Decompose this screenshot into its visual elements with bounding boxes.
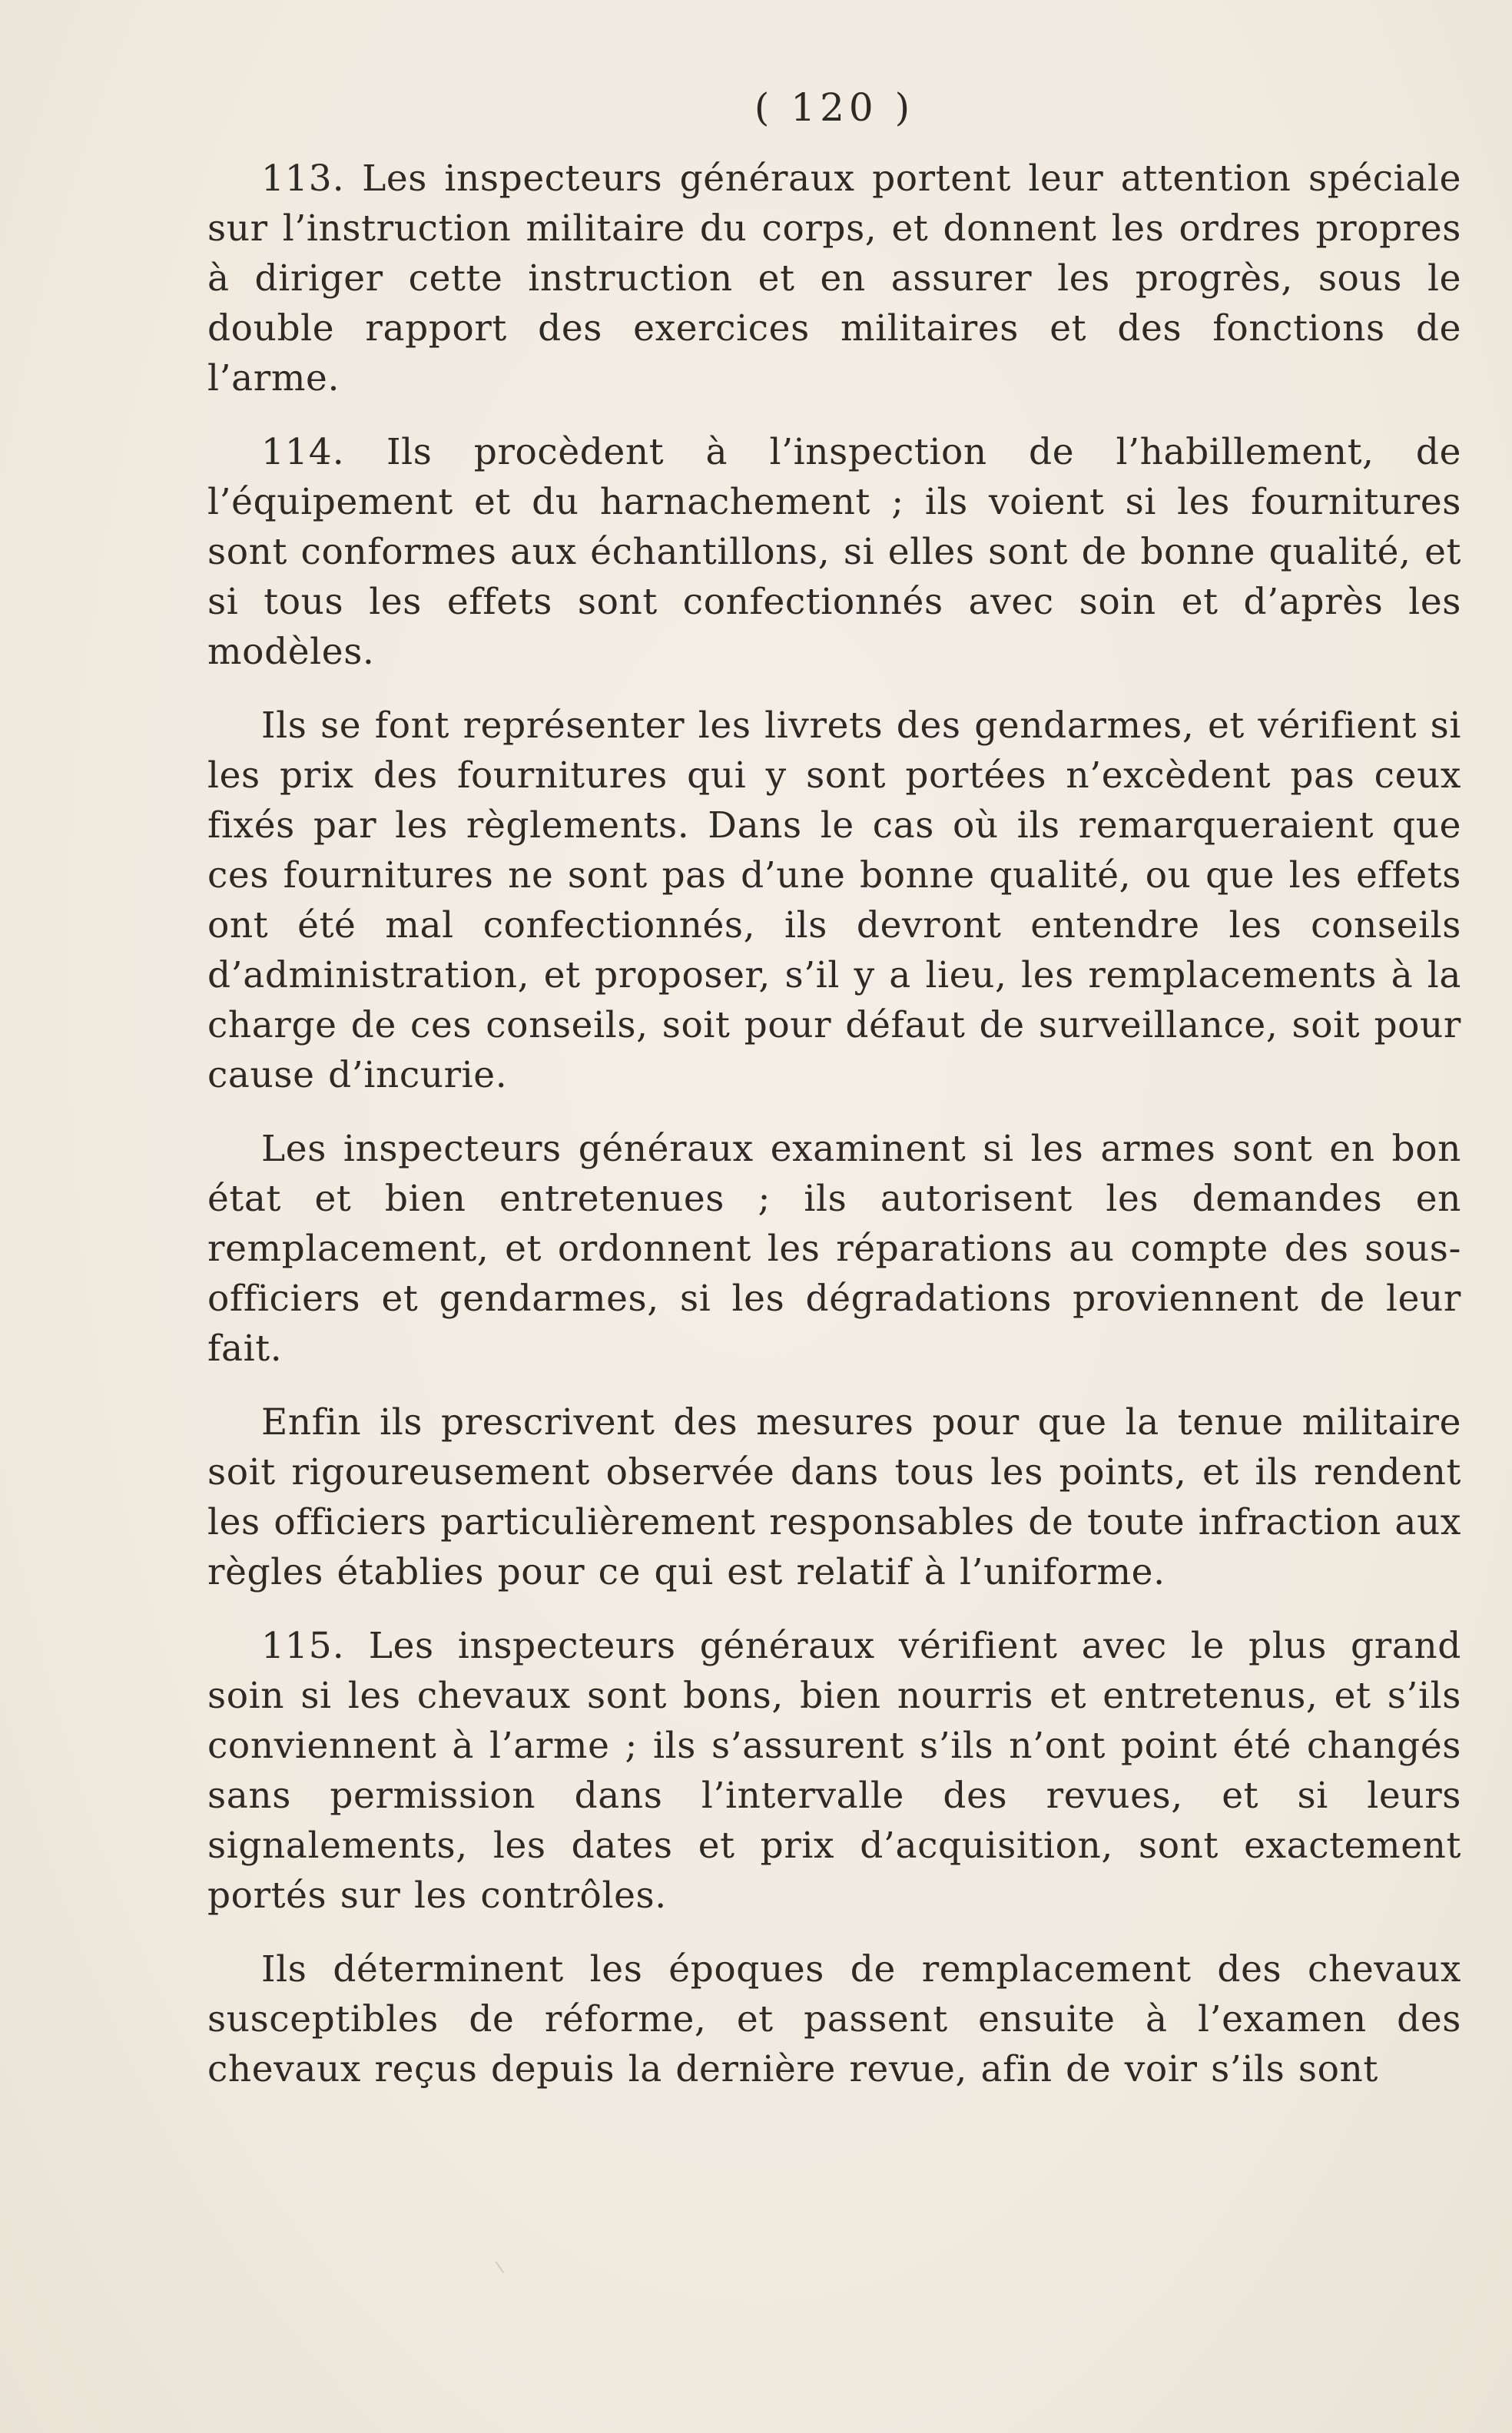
paragraph-text: Les inspecteurs généraux portent leur attention spéciale sur l’instruction militaire du corps, et donnent les ordres propres à diriger cette instruction et en assurer les progrès, sous le double rapport des exercices militaires et des fonctions de l’arme. — [207, 157, 1461, 399]
paper-speck — [495, 2255, 512, 2273]
paragraph-text: Ils procèdent à l’inspection de l’habillement, de l’équipement et du harnachement ; ils voient si les fournitures sont conformes aux échantillons, si elles sont de bonne qualité, et si tous les effets sont confectionnés avec soin et d’après les modèles. — [207, 431, 1462, 673]
page-number-header: ( 120 ) — [754, 85, 915, 130]
paragraph-114 — [207, 427, 1461, 677]
article-number: 114. — [261, 431, 345, 473]
paragraph-armes — [207, 1124, 1461, 1374]
paragraph-text: Ils se font représenter les livrets des gendarmes, et vérifient si les prix des fournitures qui y sont portées n’excèdent pas ceux fixés par les règlements. Dans le cas où ils remarqueraient que ces fournitures ne sont pas d’une bonne qualité, ou que les effets ont été mal confectionnés, ils devront entendre les conseils d’administration, et proposer, s’il y a lieu, les remplacements à la charge de ces conseils, soit pour défaut de surveillance, soit pour cause d’incurie. — [207, 704, 1461, 1096]
paragraph-text: Enfin ils prescrivent des mesures pour que la tenue militaire soit rigoureusement observée dans tous les points, et ils rendent les officiers particulièrement responsables de toute infraction aux règles établies pour ce qui est relatif à l’uniforme. — [207, 1401, 1461, 1593]
article-number: 115. — [261, 1625, 345, 1667]
paragraph-text: Ils déterminent les époques de remplacement des chevaux susceptibles de réforme, et passent ensuite à l’examen des chevaux reçus depuis la dernière revue, afin de voir s’ils sont — [207, 1948, 1461, 2090]
paragraph-remplacement — [207, 1944, 1461, 2094]
paragraph-text: Les inspecteurs généraux vérifient avec le plus grand soin si les chevaux sont bons, bien nourris et entretenus, et s’ils conviennent à l’arme ; ils s’assurent s’ils n’ont point été changés sans permission dans l’intervalle des revues, et si leurs signalements, les dates et prix d’acquisition, sont exactement portés sur les contrôles. — [207, 1625, 1461, 1917]
article-number: 113. — [261, 157, 345, 200]
paragraph-text: Les inspecteurs généraux examinent si les armes sont en bon état et bien entretenues ; ils autorisent les demandes en remplacement, et ordonnent les réparations au compte des sous-officiers et gendarmes, si les dégradations proviennent de leur fait. — [207, 1128, 1461, 1370]
paragraph-livrets — [207, 701, 1461, 1100]
paragraph-115 — [207, 1621, 1461, 1921]
page-text-block — [207, 85, 1461, 2118]
paragraph-113 — [207, 154, 1461, 403]
paragraph-tenue — [207, 1397, 1461, 1597]
